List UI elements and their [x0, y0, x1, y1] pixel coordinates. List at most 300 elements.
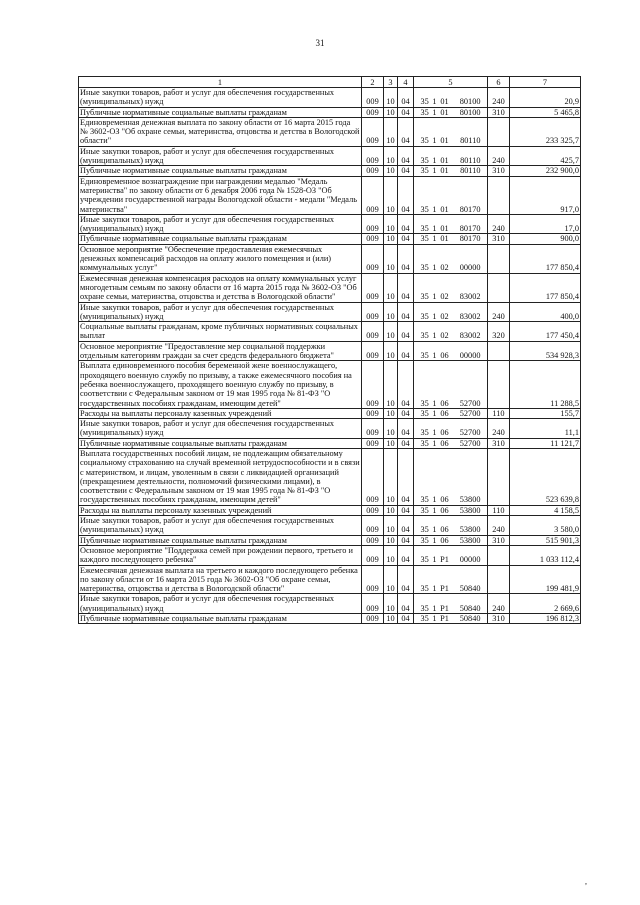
row-name: Основное мероприятие "Поддержка семей при рождении первого, третьего и каждого последующего ребенка": [79, 545, 362, 565]
row-pr: 04: [398, 614, 414, 624]
row-grbs: 009: [362, 545, 384, 565]
row-name: Публичные нормативные социальные выплаты гражданам: [79, 166, 362, 176]
row-name: Публичные нормативные социальные выплаты гражданам: [79, 107, 362, 117]
row-rz: 10: [384, 117, 398, 146]
table-row: [79, 117, 581, 146]
row-sum: 155,7: [510, 408, 581, 418]
row-name: Основное мероприятие "Обеспечение предоставления ежемесячных денежных компенсаций расходов на оплату жилого помещения и (или) коммунальных услуг": [79, 244, 362, 273]
csr-part-1: 35: [420, 505, 429, 515]
row-rz: 10: [384, 448, 398, 505]
row-name: Выплата государственных пособий лицам, не подлежащим обязательному социальному страхованию на случай временной нетрудоспособности и в связи с материнством, и лицам, уволенным в связи с ликвидацией организаций (прекращением деятельности, полномочий физическими лицами), в соответствии с Федеральным законом от 19 мая 1995 года № 81-ФЗ "О государственных пособиях гражданам, имеющим детей": [80, 448, 360, 505]
row-pr: 04: [398, 244, 414, 273]
row-rz: 10: [384, 146, 398, 166]
row-csr: [414, 448, 488, 505]
csr-part-3: 06: [440, 525, 449, 535]
row-grbs: 009: [362, 166, 384, 176]
row-rz: 10: [384, 214, 398, 234]
csr-part-4: 50840: [459, 603, 481, 613]
csr-part-4: 80170: [459, 224, 481, 234]
csr-part-2: 1: [432, 584, 437, 594]
row-sum: 917,0: [510, 176, 581, 214]
table-row: [79, 166, 581, 176]
row-sum: 196 812,3: [510, 614, 581, 624]
table-row: [79, 448, 581, 505]
table-row: [79, 341, 581, 361]
row-csr: [414, 273, 488, 302]
page-number: 31: [315, 38, 325, 48]
row-grbs: 009: [362, 176, 384, 214]
row-rz: 10: [384, 516, 398, 536]
row-vr: [488, 244, 510, 273]
row-vr: 110: [488, 505, 510, 515]
row-pr: 04: [398, 408, 414, 418]
row-grbs: 009: [362, 535, 384, 545]
csr-part-2: 1: [432, 263, 437, 273]
table-row: [79, 594, 581, 614]
row-vr: 240: [488, 88, 510, 108]
csr-part-2: 1: [432, 107, 437, 117]
csr-part-2: 1: [432, 614, 437, 624]
csr-part-4: 52700: [459, 398, 481, 408]
row-rz: 10: [384, 614, 398, 624]
csr-part-3: 01: [440, 107, 449, 117]
csr-part-2: 1: [432, 311, 437, 321]
row-vr: 110: [488, 408, 510, 418]
row-sum: 425,7: [510, 146, 581, 166]
row-name: Иные закупки товаров, работ и услуг для обеспечения государственных (муниципальных) нужд: [79, 88, 362, 108]
row-vr: [488, 273, 510, 302]
row-name: Иные закупки товаров, работ и услуг для обеспечения государственных (муниципальных) нужд: [79, 419, 362, 439]
csr-part-4: 50840: [459, 584, 481, 594]
table-row: [79, 214, 581, 234]
csr-part-2: 1: [432, 234, 437, 244]
row-sum: 534 928,3: [510, 341, 581, 361]
table-row: [79, 244, 581, 273]
row-grbs: 009: [362, 146, 384, 166]
row-pr: 04: [398, 594, 414, 614]
header-col-5: 5: [414, 77, 488, 88]
table-row: [79, 408, 581, 418]
csr-part-1: 35: [420, 166, 429, 176]
row-sum: 177 450,4: [510, 322, 581, 342]
row-csr: [414, 117, 488, 146]
csr-part-2: 1: [432, 408, 437, 418]
csr-part-2: 1: [432, 204, 437, 214]
row-grbs: 009: [362, 244, 384, 273]
row-pr: 04: [398, 341, 414, 361]
row-pr: 04: [398, 448, 414, 505]
row-name: Публичные нормативные социальные выплаты гражданам: [79, 535, 362, 545]
csr-part-1: 35: [420, 97, 429, 107]
row-sum: 2 669,6: [510, 594, 581, 614]
csr-part-4: 80100: [459, 97, 481, 107]
row-pr: 04: [398, 565, 414, 594]
header-col-4: 4: [398, 77, 414, 88]
csr-part-3: 06: [440, 398, 449, 408]
table-row: [79, 88, 581, 108]
header-col-7: 7: [510, 77, 581, 88]
csr-part-4: 80170: [459, 234, 481, 244]
row-rz: 10: [384, 505, 398, 515]
csr-part-2: 1: [432, 398, 437, 408]
csr-part-3: P1: [440, 555, 449, 565]
csr-part-2: 1: [432, 428, 437, 438]
row-pr: 04: [398, 273, 414, 302]
row-vr: 310: [488, 166, 510, 176]
csr-part-4: 00000: [459, 263, 481, 273]
row-csr: [414, 214, 488, 234]
row-csr: [414, 438, 488, 448]
row-sum: 4 158,5: [510, 505, 581, 515]
row-csr: [414, 166, 488, 176]
csr-part-1: 35: [420, 351, 429, 361]
csr-part-3: 01: [440, 136, 449, 146]
row-grbs: 009: [362, 594, 384, 614]
row-grbs: 009: [362, 117, 384, 146]
row-pr: 04: [398, 505, 414, 515]
csr-part-2: 1: [432, 505, 437, 515]
row-name: Расходы на выплаты персоналу казенных учреждений: [79, 408, 362, 418]
csr-part-3: 06: [440, 438, 449, 448]
row-sum: 11 121,7: [510, 438, 581, 448]
csr-part-4: 83002: [459, 292, 481, 302]
csr-part-3: 01: [440, 204, 449, 214]
csr-part-1: 35: [420, 156, 429, 166]
row-grbs: 009: [362, 273, 384, 302]
csr-part-1: 35: [420, 234, 429, 244]
row-grbs: 009: [362, 234, 384, 244]
row-pr: 04: [398, 214, 414, 234]
row-vr: 310: [488, 535, 510, 545]
row-csr: [414, 505, 488, 515]
row-grbs: 009: [362, 214, 384, 234]
row-csr: [414, 302, 488, 322]
row-vr: [488, 361, 510, 408]
row-rz: 10: [384, 88, 398, 108]
row-pr: 04: [398, 234, 414, 244]
row-grbs: 009: [362, 107, 384, 117]
csr-part-1: 35: [420, 408, 429, 418]
row-name: Ежемесячная денежная компенсация расходов на оплату коммунальных услуг многодетным семьям по закону области от 16 марта 2015 года № 3602-ОЗ "Об охране семьи, материнства, отцовства и детства в Вологодской области": [79, 273, 362, 302]
csr-part-3: 06: [440, 428, 449, 438]
row-sum: 20,9: [510, 88, 581, 108]
row-rz: 10: [384, 438, 398, 448]
csr-part-2: 1: [432, 555, 437, 565]
csr-part-3: 06: [440, 408, 449, 418]
csr-part-4: 50840: [459, 614, 481, 624]
row-sum: 177 850,4: [510, 273, 581, 302]
table-row: [79, 505, 581, 515]
csr-part-3: 01: [440, 234, 449, 244]
row-rz: 10: [384, 545, 398, 565]
row-sum: 11 288,5: [510, 361, 581, 408]
csr-part-2: 1: [432, 495, 437, 505]
row-rz: 10: [384, 107, 398, 117]
row-sum: 515 901,3: [510, 535, 581, 545]
csr-part-1: 35: [420, 603, 429, 613]
row-vr: 240: [488, 419, 510, 439]
csr-part-2: 1: [432, 525, 437, 535]
row-pr: 04: [398, 166, 414, 176]
csr-part-1: 35: [420, 292, 429, 302]
csr-part-4: 00000: [459, 351, 481, 361]
row-grbs: 009: [362, 302, 384, 322]
row-sum: 17,0: [510, 214, 581, 234]
row-name: Иные закупки товаров, работ и услуг для обеспечения государственных (муниципальных) нужд: [79, 594, 362, 614]
table-row: [79, 146, 581, 166]
row-sum: 523 639,8: [510, 448, 581, 505]
row-csr: [414, 88, 488, 108]
row-rz: 10: [384, 273, 398, 302]
row-rz: 10: [384, 535, 398, 545]
csr-part-2: 1: [432, 331, 437, 341]
row-rz: 10: [384, 302, 398, 322]
row-grbs: 009: [362, 341, 384, 361]
header-col-6: 6: [488, 77, 510, 88]
row-grbs: 009: [362, 438, 384, 448]
budget-table: [78, 76, 581, 624]
row-rz: 10: [384, 244, 398, 273]
row-name: Единовременное вознаграждение при награждении медалью "Медаль материнства" по закону области от 6 декабря 2006 года № 1528-ОЗ "Об учреждении государственной награды Вологодской области - медали "Медаль материнства": [79, 176, 362, 214]
row-csr: [414, 516, 488, 536]
table-row: [79, 176, 581, 214]
csr-part-4: 53800: [459, 525, 481, 535]
row-csr: [414, 408, 488, 418]
csr-part-4: 52700: [459, 438, 481, 448]
table-row: [79, 545, 581, 565]
row-sum: 233 325,7: [510, 117, 581, 146]
row-vr: [488, 341, 510, 361]
row-pr: 04: [398, 176, 414, 214]
csr-part-3: 02: [440, 311, 449, 321]
csr-part-1: 35: [420, 311, 429, 321]
row-name: Публичные нормативные социальные выплаты гражданам: [79, 234, 362, 244]
row-grbs: 009: [362, 88, 384, 108]
table-row: [79, 565, 581, 594]
row-vr: 240: [488, 146, 510, 166]
csr-part-4: 53800: [459, 495, 481, 505]
csr-part-4: 80110: [460, 166, 481, 176]
table-row: [79, 107, 581, 117]
row-csr: [414, 594, 488, 614]
table-row: [79, 535, 581, 545]
csr-part-1: 35: [420, 224, 429, 234]
row-rz: 10: [384, 594, 398, 614]
header-col-2: 2: [362, 77, 384, 88]
row-sum: 199 481,9: [510, 565, 581, 594]
row-rz: 10: [384, 565, 398, 594]
row-vr: 240: [488, 302, 510, 322]
row-grbs: 009: [362, 322, 384, 342]
row-name: Расходы на выплаты персоналу казенных учреждений: [79, 505, 362, 515]
row-vr: 240: [488, 594, 510, 614]
row-sum: 11,1: [510, 419, 581, 439]
row-csr: [414, 419, 488, 439]
csr-part-4: 53800: [459, 505, 481, 515]
csr-part-1: 35: [420, 263, 429, 273]
csr-part-2: 1: [432, 136, 437, 146]
table-row: [79, 302, 581, 322]
row-rz: 10: [384, 322, 398, 342]
row-vr: 320: [488, 322, 510, 342]
row-rz: 10: [384, 419, 398, 439]
csr-part-3: 01: [440, 97, 449, 107]
row-vr: 310: [488, 234, 510, 244]
table-body: [79, 88, 581, 624]
row-sum: 5 465,8: [510, 107, 581, 117]
csr-part-4: 52700: [459, 408, 481, 418]
row-csr: [414, 361, 488, 408]
row-sum: 1 033 112,4: [510, 545, 581, 565]
row-csr: [414, 244, 488, 273]
csr-part-4: 83002: [459, 331, 481, 341]
csr-part-3: 06: [440, 351, 449, 361]
row-sum: 3 580,0: [510, 516, 581, 536]
csr-part-1: 35: [420, 331, 429, 341]
row-csr: [414, 107, 488, 117]
row-rz: 10: [384, 361, 398, 408]
csr-part-3: 06: [440, 505, 449, 515]
row-name: Единовременная денежная выплата по закону области от 16 марта 2015 года № 3602-ОЗ "Об охране семьи, материнства, отцовства и детства в Вологодской области": [79, 117, 362, 146]
row-csr: [414, 614, 488, 624]
csr-part-1: 35: [420, 555, 429, 565]
csr-part-1: 35: [420, 136, 429, 146]
row-name: Иные закупки товаров, работ и услуг для обеспечения государственных (муниципальных) нужд: [79, 516, 362, 536]
row-csr: [414, 234, 488, 244]
row-rz: 10: [384, 176, 398, 214]
csr-part-3: 02: [440, 263, 449, 273]
row-sum: 400,0: [510, 302, 581, 322]
row-pr: 04: [398, 117, 414, 146]
table-row: [79, 234, 581, 244]
csr-part-3: P1: [440, 584, 449, 594]
csr-part-1: 35: [420, 107, 429, 117]
row-grbs: 009: [362, 419, 384, 439]
row-name: Основное мероприятие "Предоставление мер социальной поддержки отдельным категориям граждан за счет средств федерального бюджета": [79, 341, 362, 361]
table-row: [79, 361, 581, 408]
header-col-3: 3: [384, 77, 398, 88]
table-row: [79, 322, 581, 342]
row-csr: [414, 535, 488, 545]
row-csr: [414, 565, 488, 594]
csr-part-4: 80110: [460, 156, 481, 166]
row-name: Публичные нормативные социальные выплаты гражданам: [79, 614, 362, 624]
csr-part-1: 35: [420, 495, 429, 505]
row-sum: 900,0: [510, 234, 581, 244]
row-name: Ежемесячная денежная выплата на третьего и каждого последующего ребенка по закону области от 16 марта 2015 года № 3602-ОЗ "Об охране семьи, материнства, отцовства и детства в Вологодской области": [79, 565, 362, 594]
row-vr: [488, 448, 510, 505]
row-csr: [414, 146, 488, 166]
row-name: Социальные выплаты гражданам, кроме публичных нормативных социальных выплат: [79, 322, 362, 342]
row-pr: 04: [398, 438, 414, 448]
row-vr: 310: [488, 614, 510, 624]
csr-part-4: 80100: [459, 107, 481, 117]
csr-part-3: 02: [440, 292, 449, 302]
header-col-1: 1: [79, 77, 362, 88]
row-csr: [414, 341, 488, 361]
row-vr: 310: [488, 107, 510, 117]
row-pr: 04: [398, 146, 414, 166]
csr-part-4: 80170: [459, 204, 481, 214]
row-name: Выплата единовременного пособия беременной жене военнослужащего, проходящего военную службу по призыву, а также ежемесячного пособия на ребенка военнослужащего, проходящего военную службу по призыву, в соответствии с Федеральным законом от 19 мая 1995 года № 81-ФЗ "О государственных пособиях гражданам, имеющим детей": [79, 361, 362, 408]
csr-part-1: 35: [420, 438, 429, 448]
csr-part-1: 35: [420, 428, 429, 438]
row-vr: [488, 117, 510, 146]
row-vr: [488, 565, 510, 594]
csr-part-4: 83002: [459, 311, 481, 321]
csr-part-2: 1: [432, 97, 437, 107]
row-grbs: 009: [362, 505, 384, 515]
csr-part-3: 01: [440, 166, 449, 176]
row-pr: 04: [398, 361, 414, 408]
row-pr: 04: [398, 88, 414, 108]
csr-part-3: 01: [440, 224, 449, 234]
row-grbs: 009: [362, 565, 384, 594]
csr-part-4: 00000: [459, 555, 481, 565]
row-sum: 177 850,4: [510, 244, 581, 273]
csr-part-2: 1: [432, 438, 437, 448]
row-vr: [488, 545, 510, 565]
row-grbs: 009: [362, 361, 384, 408]
row-name: Публичные нормативные социальные выплаты гражданам: [79, 438, 362, 448]
csr-part-2: 1: [432, 351, 437, 361]
row-vr: 310: [488, 438, 510, 448]
csr-part-1: 35: [420, 614, 429, 624]
row-pr: 04: [398, 516, 414, 536]
table-row: [79, 438, 581, 448]
header-row: [79, 77, 581, 88]
csr-part-2: 1: [432, 224, 437, 234]
csr-part-1: 35: [420, 204, 429, 214]
row-csr: [414, 176, 488, 214]
csr-part-3: 01: [440, 156, 449, 166]
row-pr: 04: [398, 302, 414, 322]
csr-part-1: 35: [420, 398, 429, 408]
row-rz: 10: [384, 341, 398, 361]
row-vr: 240: [488, 214, 510, 234]
row-csr: [414, 545, 488, 565]
csr-part-2: 1: [432, 156, 437, 166]
row-grbs: 009: [362, 614, 384, 624]
csr-part-2: 1: [432, 292, 437, 302]
row-sum: 232 900,0: [510, 166, 581, 176]
page-mark: ,: [585, 877, 587, 886]
row-pr: 04: [398, 322, 414, 342]
table-row: [79, 273, 581, 302]
csr-part-3: P1: [440, 603, 449, 613]
csr-part-1: 35: [420, 525, 429, 535]
table-row: [79, 516, 581, 536]
csr-part-1: 35: [420, 535, 429, 545]
row-vr: [488, 176, 510, 214]
csr-part-3: 06: [440, 495, 449, 505]
csr-part-3: P1: [440, 614, 449, 624]
csr-part-2: 1: [432, 166, 437, 176]
table-row: [79, 419, 581, 439]
csr-part-4: 53800: [459, 535, 481, 545]
csr-part-1: 35: [420, 584, 429, 594]
csr-part-4: 52700: [459, 428, 481, 438]
table-row: [79, 614, 581, 624]
row-pr: 04: [398, 535, 414, 545]
row-vr: 240: [488, 516, 510, 536]
row-rz: 10: [384, 166, 398, 176]
csr-part-2: 1: [432, 603, 437, 613]
csr-part-2: 1: [432, 535, 437, 545]
row-pr: 04: [398, 107, 414, 117]
row-rz: 10: [384, 234, 398, 244]
csr-part-3: 06: [440, 535, 449, 545]
